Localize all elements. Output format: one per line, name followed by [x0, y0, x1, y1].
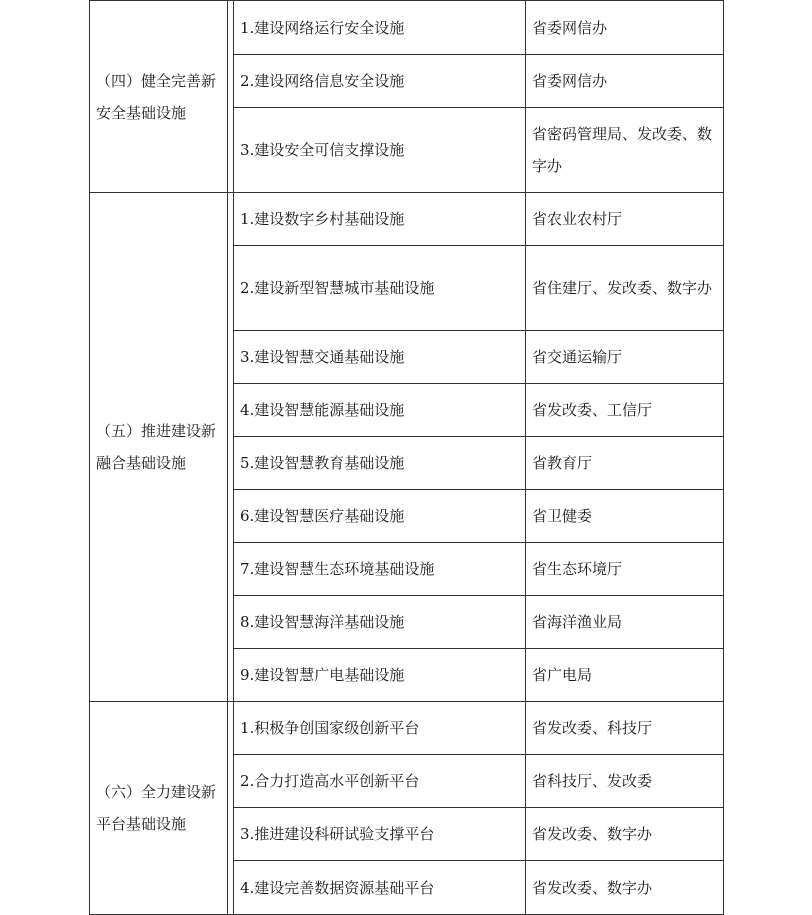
dept-cell: 省委网信办	[526, 55, 724, 108]
section-title-cell	[90, 193, 228, 702]
task-cell: 5.建设智慧教育基础设施	[234, 437, 526, 490]
dept-cell: 省生态环境厅	[526, 543, 724, 596]
dept-cell: 省农业农村厅	[526, 193, 724, 246]
table-row	[90, 193, 724, 246]
task-cell: 8.建设智慧海洋基础设施	[234, 596, 526, 649]
task-cell: 3.建设安全可信支撑设施	[234, 108, 526, 193]
task-cell: 2.建设网络信息安全设施	[234, 55, 526, 108]
table-row	[90, 702, 724, 755]
task-cell: 3.推进建设科研试验支撑平台	[234, 808, 526, 861]
task-table	[89, 0, 724, 915]
dept-cell: 省发改委、数字办	[526, 808, 724, 861]
dept-cell: 省住建厅、发改委、数字办	[526, 246, 724, 331]
dept-cell: 省发改委、工信厅	[526, 384, 724, 437]
task-cell: 1.建设网络运行安全设施	[234, 1, 526, 55]
dept-cell: 省广电局	[526, 649, 724, 702]
dept-cell: 省委网信办	[526, 1, 724, 55]
task-cell: 2.合力打造高水平创新平台	[234, 755, 526, 808]
task-cell: 4.建设完善数据资源基础平台	[234, 861, 526, 915]
section-title: （四）健全完善新安全基础设施	[96, 71, 217, 122]
dept-cell: 省海洋渔业局	[526, 596, 724, 649]
task-cell: 4.建设智慧能源基础设施	[234, 384, 526, 437]
dept-cell: 省发改委、数字办	[526, 861, 724, 915]
task-cell: 6.建设智慧医疗基础设施	[234, 490, 526, 543]
dept-cell: 省发改委、科技厅	[526, 702, 724, 755]
task-cell: 3.建设智慧交通基础设施	[234, 331, 526, 384]
table-row	[90, 1, 724, 55]
section-title-cell	[90, 1, 228, 193]
dept-cell: 省卫健委	[526, 490, 724, 543]
task-cell: 9.建设智慧广电基础设施	[234, 649, 526, 702]
dept-cell: 省科技厅、发改委	[526, 755, 724, 808]
dept-cell: 省交通运输厅	[526, 331, 724, 384]
task-cell: 1.积极争创国家级创新平台	[234, 702, 526, 755]
section-title: （五）推进建设新融合基础设施	[96, 422, 217, 472]
section-title-cell	[90, 702, 228, 915]
task-cell: 7.建设智慧生态环境基础设施	[234, 543, 526, 596]
task-cell: 1.建设数字乡村基础设施	[234, 193, 526, 246]
task-cell: 2.建设新型智慧城市基础设施	[234, 246, 526, 331]
section-title: （六）全力建设新平台基础设施	[96, 783, 217, 833]
dept-cell: 省密码管理局、发改委、数字办	[526, 108, 724, 193]
dept-cell: 省教育厅	[526, 437, 724, 490]
